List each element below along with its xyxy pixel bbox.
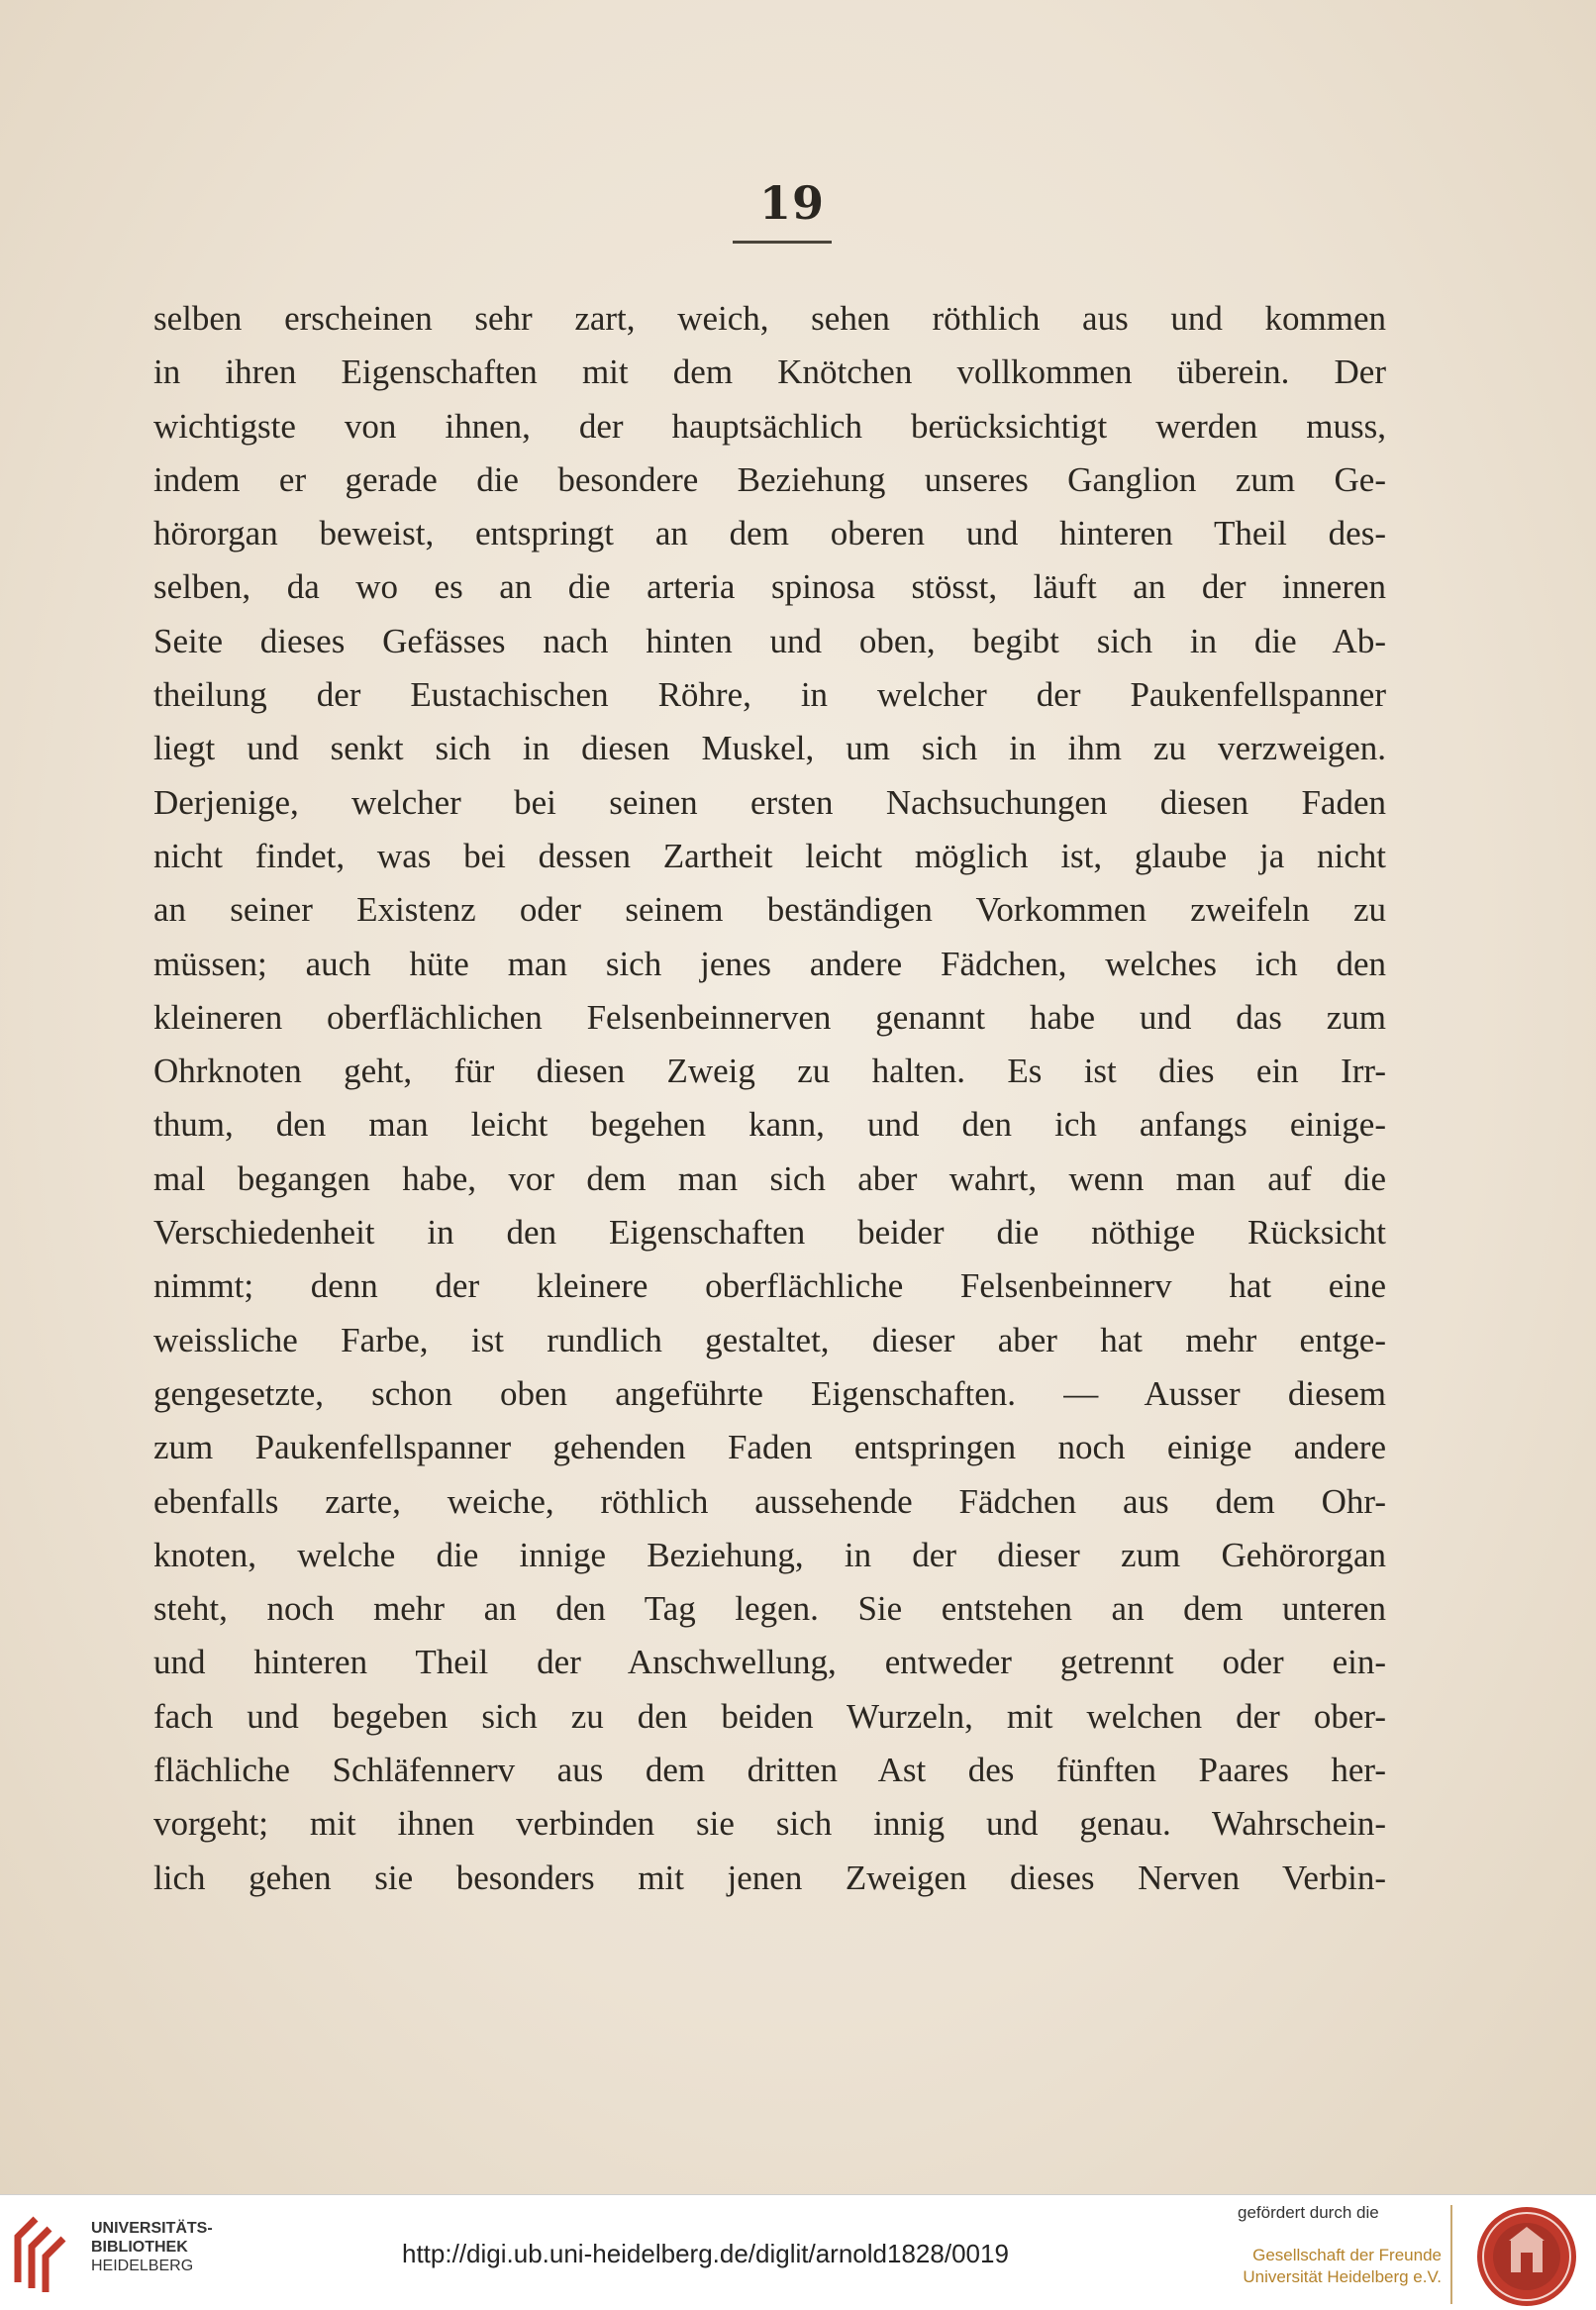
text-line: Verschiedenheit in den Eigenschaften beider die nöthige Rücksicht (153, 1213, 1386, 1253)
text-line: fach und begeben sich zu den beiden Wurzeln, mit welchen der ober- (153, 1696, 1386, 1736)
text-line: liegt und senkt sich in diesen Muskel, um sich in ihm zu verzweigen. (153, 729, 1386, 768)
text-line: kleineren oberflächlichen Felsenbeinnerven genannt habe und das zum (153, 997, 1386, 1037)
text-line: Ohrknoten geht, für diesen Zweig zu halten. Es ist dies ein Irr- (153, 1052, 1386, 1091)
text-line: hörorgan beweist, entspringt an dem oberen und hinteren Theil des- (153, 514, 1386, 553)
sponsor-name[interactable] (1228, 2245, 1442, 2288)
text-line: indem er gerade die besondere Beziehung unseres Ganglion zum Ge- (153, 459, 1386, 499)
text-line: Derjenige, welcher bei seinen ersten Nachsuchungen diesen Faden (153, 782, 1386, 822)
library-name-line1: UNIVERSITÄTS- (91, 2220, 213, 2237)
ub-heidelberg-logo-icon[interactable] (14, 2213, 77, 2294)
text-line: nimmt; denn der kleinere oberflächliche Felsenbeinnerv hat eine (153, 1266, 1386, 1306)
sponsor-intro: gefördert durch die (1238, 2203, 1379, 2222)
university-seal-icon (1475, 2205, 1578, 2308)
text-line: lich gehen sie besonders mit jenen Zweigen dieses Nerven Verbin- (153, 1858, 1386, 1897)
sponsor-name-line1: Gesellschaft der Freunde (1252, 2246, 1442, 2264)
page-number: 19 (758, 176, 825, 230)
library-name[interactable] (91, 2219, 213, 2275)
text-line: steht, noch mehr an den Tag legen. Sie entstehen an dem unteren (153, 1589, 1386, 1629)
sponsor-divider (1450, 2205, 1452, 2304)
sponsor-name-line2: Universität Heidelberg e.V. (1243, 2267, 1442, 2286)
footer-bar (0, 2194, 1596, 2310)
library-name-line2: BIBLIOTHEK (91, 2239, 188, 2256)
text-line: knoten, welche die innige Beziehung, in der dieser zum Gehörorgan (153, 1535, 1386, 1574)
permalink-url[interactable]: http://digi.ub.uni-heidelberg.de/diglit/arnold1828/0019 (402, 2239, 1009, 2268)
text-line: nicht findet, was bei dessen Zartheit leicht möglich ist, glaube ja nicht (153, 836, 1386, 875)
text-line: flächliche Schläfennerv aus dem dritten Ast des fünften Paares her- (153, 1751, 1386, 1790)
library-name-line3: HEIDELBERG (91, 2258, 194, 2274)
text-line: thum, den man leicht begehen kann, und den ich anfangs einige- (153, 1105, 1386, 1145)
body-text (153, 292, 1386, 1905)
text-line: wichtigste von ihnen, der hauptsächlich berücksichtigt werden muss, (153, 406, 1386, 446)
text-line: zum Paukenfellspanner gehenden Faden entspringen noch einige andere (153, 1428, 1386, 1467)
text-line: weissliche Farbe, ist rundlich gestaltet, dieser aber hat mehr entge- (153, 1320, 1386, 1359)
page-number-rule (733, 241, 832, 244)
text-line: gengesetzte, schon oben angeführte Eigenschaften. — Ausser diesem (153, 1373, 1386, 1413)
text-line: müssen; auch hüte man sich jenes andere Fädchen, welches ich den (153, 944, 1386, 983)
text-line: mal begangen habe, vor dem man sich aber wahrt, wenn man auf die (153, 1158, 1386, 1198)
text-line: und hinteren Theil der Anschwellung, entweder getrennt oder ein- (153, 1643, 1386, 1682)
text-line: vorgeht; mit ihnen verbinden sie sich innig und genau. Wahrschein- (153, 1804, 1386, 1844)
text-line: selben, da wo es an die arteria spinosa stösst, läuft an der inneren (153, 567, 1386, 607)
text-line: ebenfalls zarte, weiche, röthlich aussehende Fädchen aus dem Ohr- (153, 1481, 1386, 1521)
text-line: in ihren Eigenschaften mit dem Knötchen vollkommen überein. Der (153, 352, 1386, 392)
text-line: theilung der Eustachischen Röhre, in welcher der Paukenfellspanner (153, 675, 1386, 715)
text-line: Seite dieses Gefässes nach hinten und oben, begibt sich in die Ab- (153, 621, 1386, 660)
text-line: an seiner Existenz oder seinem beständigen Vorkommen zweifeln zu (153, 890, 1386, 930)
text-line: selben erscheinen sehr zart, weich, sehen röthlich aus und kommen (153, 299, 1386, 338)
